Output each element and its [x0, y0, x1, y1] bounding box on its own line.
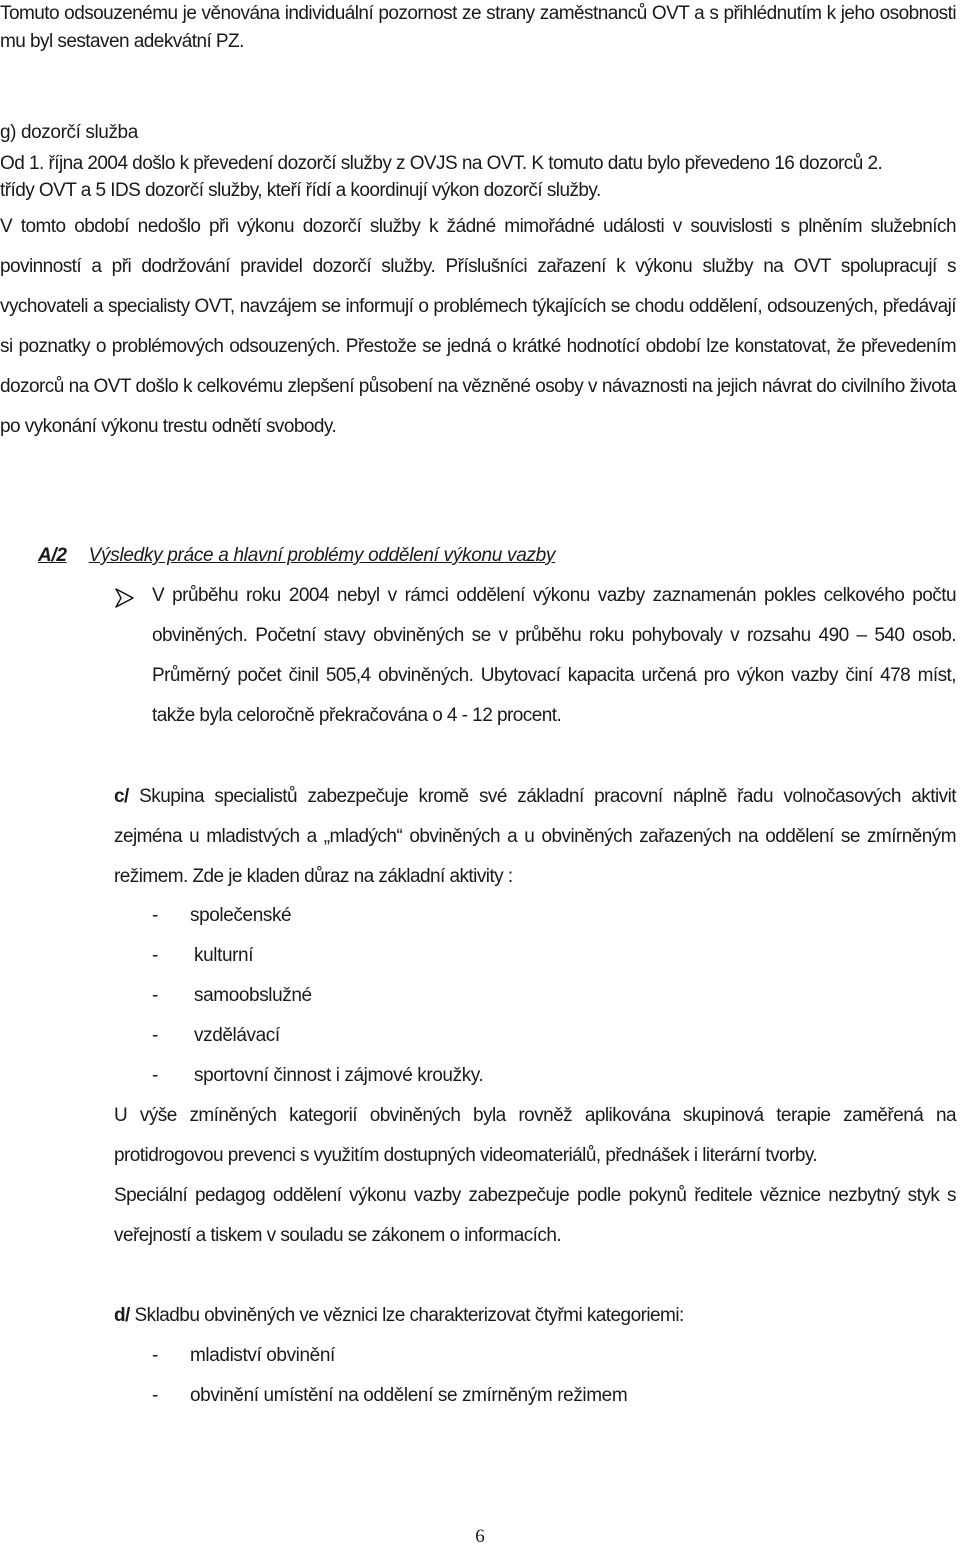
- therapy-paragraph: U výše zmíněných kategorií obviněných byla rovněž aplikována skupinová terapie zaměřená na protidrogovou prevenci s využitím dostupných videomateriálů, přednášek i literární tvorby.: [114, 1105, 956, 1166]
- list-item: - kulturní: [152, 936, 483, 976]
- heading-dozorci-sluzba: g) dozorčí služba: [0, 122, 138, 143]
- list-item: - samoobslužné: [152, 976, 483, 1016]
- section-number: A/2: [38, 545, 67, 566]
- paragraph-text: Skladbu obviněných ve věznici lze charakterizovat čtyřmi kategoriemi:: [134, 1305, 684, 1326]
- list-item: - mladiství obvinění: [152, 1336, 627, 1376]
- list-item: - společenské: [152, 896, 483, 936]
- pedagog-paragraph: Speciální pedagog oddělení výkonu vazby zabezpečuje podle pokynů ředitele věznice nezbytný styk s veřejností a tiskem v souladu se zákonem o informacích.: [114, 1185, 956, 1246]
- paragraph-c: [114, 777, 956, 897]
- bullet-paragraph: V průběhu roku 2004 nebyl v rámci oddělení výkonu vazby zaznamenán pokles celkového počtu obviněných. Početní stavy obviněných se v průběhu roku pohybovaly v rozsahu 490 – 540 osob. Průměrný počet činil 505,4 obviněných. Ubytovací kapacita určená pro výkon vazby činí 478 míst, takže byla celoročně překračována o 4 - 12 procent.: [152, 585, 956, 726]
- arrow-bullet-icon: [114, 588, 136, 608]
- paragraph-line: Od 1. října 2004 došlo k převedení dozorčí služby z OVJS na OVT. K tomuto datu bylo převedeno 16 dozorců 2.: [0, 153, 883, 174]
- paragraph-text: V tomto období nedošlo při výkonu dozorčí služby k žádné mimořádné události v souvislosti s plněním služebních povinností a při dodržování pravidel dozorčí služby. Příslušníci zařazení k výkonu služby na OVT spolupracují s vychovateli a specialisty OVT, navzájem se informují o problémech týkajících se chodu oddělení, odsouzených, předávají si poznatky o problémových odsouzených. Přestože se jedná o krátké hodnotící období lze konstatovat, že převedením dozorců na OVT došlo k celkovému zlepšení působení na vězněné osoby v návaznosti na jejich návrat do civilního života po vykonání výkonu trestu odnětí svobody.: [0, 216, 956, 437]
- section-title: Výsledky práce a hlavní problémy oddělení výkonu vazby: [88, 545, 556, 566]
- paragraph-d: [114, 1296, 956, 1336]
- paragraph-line: třídy OVT a 5 IDS dozorčí služby, kteří řídí a koordinují výkon dozorčí služby.: [0, 180, 601, 201]
- activities-list: [152, 896, 483, 1096]
- list-item: - vzdělávací: [152, 1016, 483, 1056]
- paragraph-label: c/: [114, 786, 129, 807]
- paragraph-text: Skupina specialistů zabezpečuje kromě své základní pracovní náplně řadu volnočasových aktivit zejména u mladistvých a „mladých“ obviněných a u obviněných zařazených na oddělení se zmírněným režimem. Zde je kladen důraz na základní aktivity :: [114, 786, 956, 887]
- intro-paragraph: Tomuto odsouzenému je věnována individuální pozornost ze strany zaměstnanců OVT a s přihlédnutím k jeho osobnosti mu byl sestaven adekvátní PZ.: [0, 3, 956, 52]
- categories-list: [152, 1336, 627, 1416]
- list-item: - sportovní činnost i zájmové kroužky.: [152, 1056, 483, 1096]
- paragraph-label: d/: [114, 1305, 130, 1326]
- section-heading: [38, 539, 555, 573]
- list-item: - obvinění umístění na oddělení se zmírněným režimem: [152, 1376, 627, 1416]
- page-number: 6: [475, 1526, 485, 1547]
- dozorci-sluzba-paragraph: [0, 151, 956, 447]
